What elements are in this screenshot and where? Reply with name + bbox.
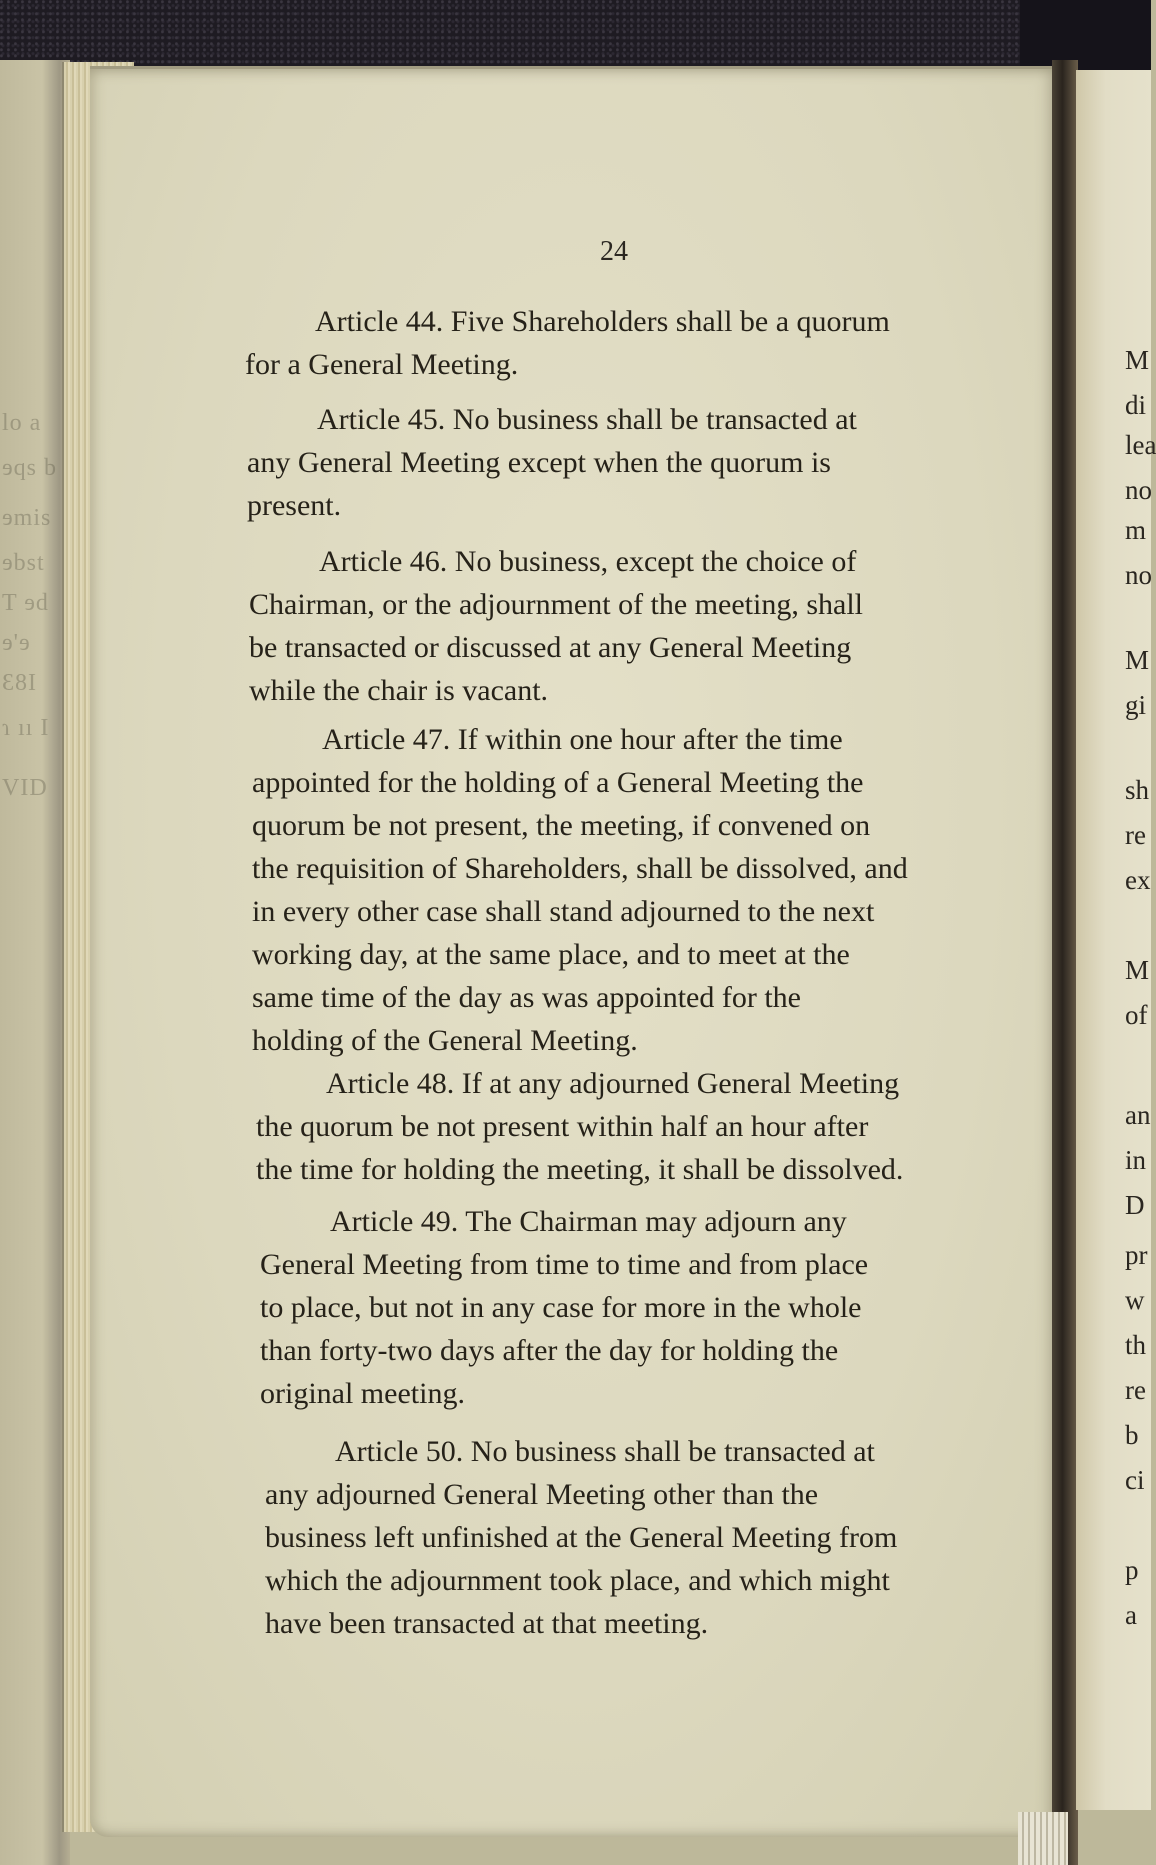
facing-page-text-fragment: M bbox=[1125, 645, 1150, 675]
text-line: Article 48. If at any adjourned General Meeting bbox=[326, 1067, 900, 1100]
article-paragraph bbox=[247, 398, 1007, 527]
facing-page-text-fragment: re bbox=[1125, 820, 1146, 850]
text-line: Article 47. If within one hour after the time bbox=[322, 723, 843, 756]
article-paragraph bbox=[260, 1200, 1020, 1415]
show-through-text: lo a bbox=[2, 410, 42, 436]
facing-page-text-fragment: p bbox=[1125, 1555, 1139, 1585]
text-line: Article 45. No business shall be transacted at bbox=[317, 403, 857, 436]
text-line: quorum be not present, the meeting, if convened on bbox=[252, 809, 871, 842]
facing-page-text-fragment: lea bbox=[1125, 430, 1156, 460]
show-through-text: ɘmis bbox=[2, 505, 52, 531]
facing-page-text-fragment: a bbox=[1125, 1600, 1137, 1630]
text-line: any General Meeting except when the quorum is bbox=[247, 446, 831, 479]
text-line: be transacted or discussed at any General Meeting bbox=[249, 631, 852, 664]
text-line: than forty-two days after the day for holding the bbox=[260, 1334, 839, 1367]
text-line: business left unfinished at the General Meeting from bbox=[265, 1521, 898, 1554]
text-line: working day, at the same place, and to meet at the bbox=[252, 938, 850, 971]
text-line: any adjourned General Meeting other than the bbox=[265, 1478, 819, 1511]
facing-page-text-fragment: M bbox=[1125, 345, 1150, 375]
facing-page-text-fragment: re bbox=[1125, 1375, 1146, 1405]
text-line: same time of the day as was appointed for the bbox=[252, 981, 801, 1014]
facing-page-text-fragment: of bbox=[1125, 1000, 1148, 1030]
text-line: original meeting. bbox=[260, 1377, 465, 1410]
text-line: Article 46. No business, except the choice of bbox=[319, 545, 857, 578]
facing-page-edge bbox=[1076, 70, 1151, 1810]
facing-page-text-fragment: pr bbox=[1125, 1240, 1148, 1270]
text-line: General Meeting from time to time and from place bbox=[260, 1248, 869, 1281]
show-through-text: ɿ ıı I bbox=[2, 715, 50, 741]
facing-page-text-fragment: th bbox=[1125, 1330, 1147, 1360]
facing-page-text-fragment: ex bbox=[1125, 865, 1151, 895]
article-paragraph bbox=[249, 540, 1009, 712]
previous-page-edge bbox=[0, 60, 70, 1865]
page-number: 24 bbox=[600, 236, 628, 267]
text-line: Chairman, or the adjournment of the meeting, shall bbox=[249, 588, 864, 621]
article-paragraph bbox=[245, 300, 1005, 386]
show-through-text: T ɘd bbox=[2, 590, 49, 616]
text-line: Article 44. Five Shareholders shall be a quorum bbox=[315, 305, 890, 338]
facing-page-text-fragment: no bbox=[1125, 475, 1152, 505]
show-through-text: ɘbst bbox=[2, 550, 45, 576]
article-paragraph bbox=[252, 718, 1012, 1062]
text-line: for a General Meeting. bbox=[245, 348, 519, 381]
facing-page-text-fragment: M bbox=[1125, 955, 1150, 985]
book-gutter bbox=[1052, 60, 1078, 1865]
text-line: in every other case shall stand adjourned to the next bbox=[252, 895, 875, 928]
text-line: holding of the General Meeting. bbox=[252, 1024, 638, 1057]
text-line: while the chair is vacant. bbox=[249, 674, 549, 707]
text-line: have been transacted at that meeting. bbox=[265, 1607, 709, 1640]
text-line: appointed for the holding of a General Meeting the bbox=[252, 766, 864, 799]
text-line: which the adjournment took place, and which might bbox=[265, 1564, 890, 1597]
facing-page-text-fragment: di bbox=[1125, 390, 1147, 420]
text-line: the requisition of Shareholders, shall be dissolved, and bbox=[252, 852, 908, 885]
text-line: the quorum be not present within half an hour after bbox=[256, 1110, 869, 1143]
facing-page-text-fragment: w bbox=[1125, 1285, 1145, 1315]
facing-page-text-fragment: gi bbox=[1125, 690, 1147, 720]
facing-page-text-fragment: an bbox=[1125, 1100, 1151, 1130]
article-paragraph bbox=[256, 1062, 1016, 1191]
text-line: the time for holding the meeting, it shall be dissolved. bbox=[256, 1153, 904, 1186]
facing-page-text-fragment: D bbox=[1125, 1190, 1145, 1220]
page-tabs bbox=[1018, 1812, 1068, 1865]
text-line: Article 50. No business shall be transacted at bbox=[335, 1435, 875, 1468]
facing-page-text-fragment: ci bbox=[1125, 1465, 1145, 1495]
show-through-text: ɘ'ɘ bbox=[2, 630, 31, 656]
facing-page-text-fragment: sh bbox=[1125, 775, 1150, 805]
show-through-text: VID bbox=[2, 775, 48, 801]
article-paragraph bbox=[265, 1430, 1025, 1645]
text-line: Article 49. The Chairman may adjourn any bbox=[330, 1205, 847, 1238]
facing-page-text-fragment: m bbox=[1125, 515, 1147, 545]
facing-page-text-fragment: b bbox=[1125, 1420, 1139, 1450]
show-through-text: Ɛ8I bbox=[2, 670, 38, 696]
facing-page-text-fragment: in bbox=[1125, 1145, 1147, 1175]
text-line: to place, but not in any case for more in the whole bbox=[260, 1291, 862, 1324]
facing-page-text-fragment: no bbox=[1125, 560, 1152, 590]
text-line: present. bbox=[247, 489, 342, 522]
show-through-text: ɘqs b bbox=[2, 455, 57, 481]
